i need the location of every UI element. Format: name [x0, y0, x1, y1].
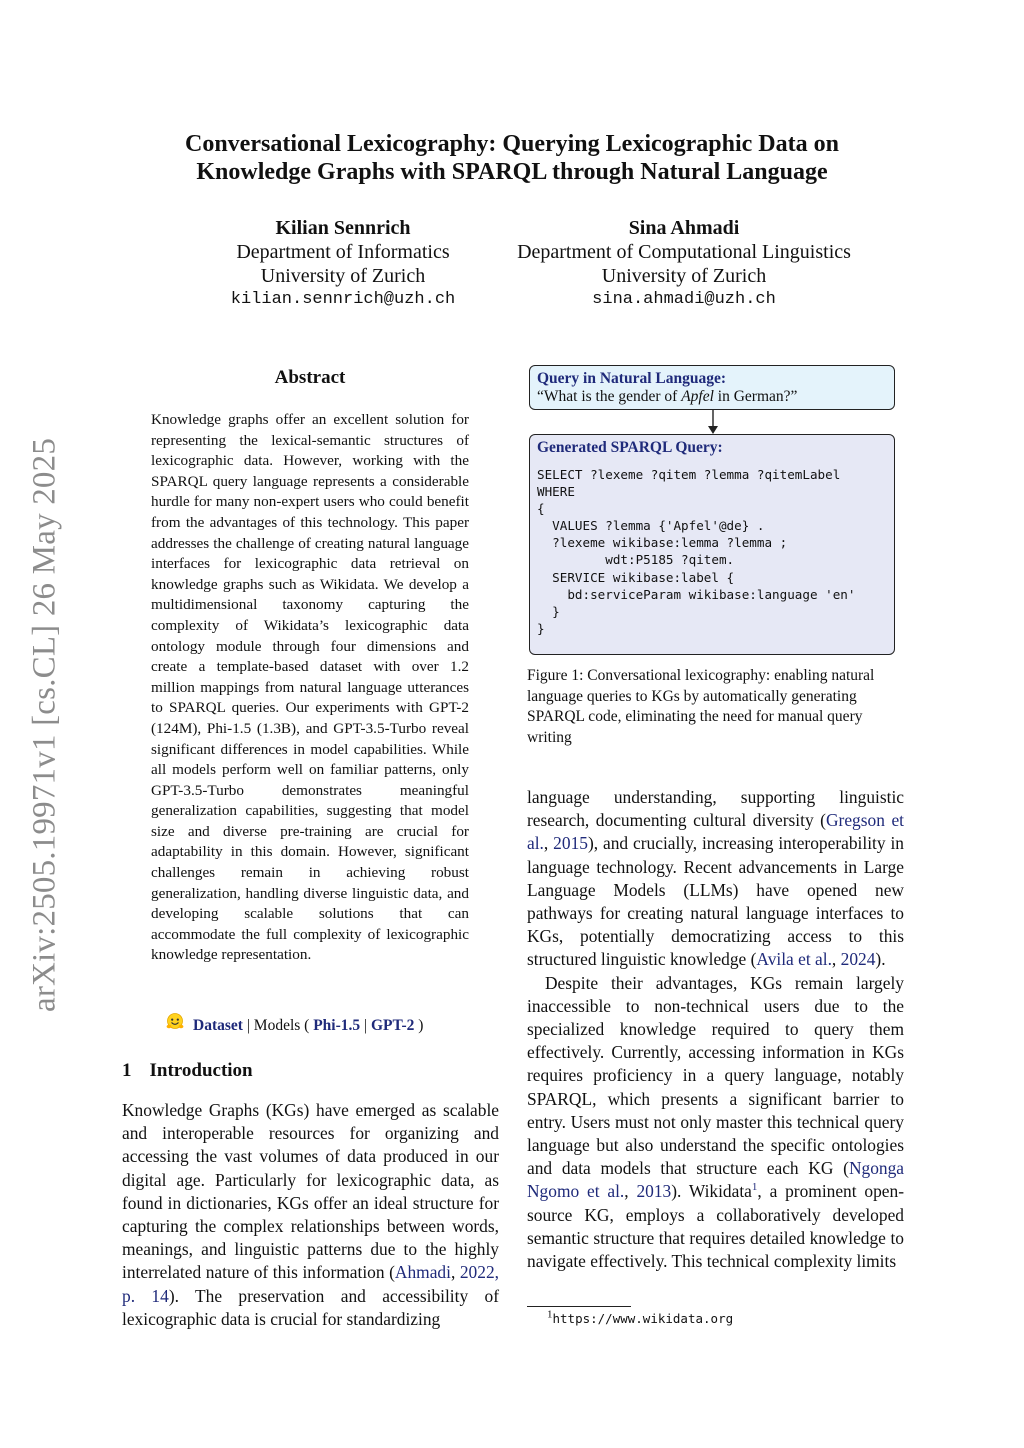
author-university: University of Zurich [260, 265, 426, 287]
phi-model-link[interactable]: Phi-1.5 [313, 1017, 361, 1034]
section-heading-introduction [122, 1060, 253, 1082]
arxiv-identifier-text: arXiv:2505.19971v1 [cs.CL] 26 May 2025 [26, 437, 63, 1013]
title-line-2: Knowledge Graphs with SPARQL through Natural Language [196, 159, 828, 185]
links-end: ) [414, 1017, 424, 1034]
abstract-text: Knowledge graphs offer an excellent solution for representing the lexical-semantic structures of lexicographic data. However, working with the SPARQL query language represents a considerable hurdle for many non-expert users who could benefit from the advantages of this technology. This paper addresses the challenge of creating natural language interfaces for lexicographic data retrieval on knowledge graphs such as Wikidata. We develop a multidimensional taxonomy capturing the complexity of Wikidata’s lexicographic data ontology module through four dimensions and create a template-based dataset with over 1.2 million mappings from natural language utterances to SPARQL queries. Our experiments with GPT-2 (124M), Phi-1.5 (1.3B), and GPT-3.5-Turbo reveal significant differences in model capabilities. While all models perform well on familiar patterns, only GPT-3.5-Turbo demonstrates meaningful generalization capabilities, suggesting that model size and diverse pre-training are crucial for adaptability in this domain. However, significant challenges remain in achieving robust generalization, handling diverse linguistic data, and developing scalable solutions that can accommodate the full complexity of lexicographic knowledge representation. [151, 411, 469, 964]
author-department: Department of Informatics [236, 241, 450, 263]
author-name: Sina Ahmadi [628, 217, 740, 239]
nl-query-label: Query in Natural Language: [537, 370, 727, 387]
author-email[interactable]: kilian.sennrich@uzh.ch [230, 290, 456, 309]
natural-language-query-box [529, 365, 895, 410]
author-name: Kilian Sennrich [275, 217, 411, 239]
citation-link[interactable]: Gregson et al. [527, 810, 904, 854]
footnote-number: 1 [547, 1308, 553, 1321]
citation-year-link[interactable]: 2013 [636, 1181, 672, 1202]
intro-paragraph-left [122, 1099, 499, 1331]
section-title: Introduction [149, 1060, 253, 1081]
intro-paragraphs-right [527, 786, 904, 1273]
citation-link[interactable]: Avila et al. [756, 949, 832, 970]
author-block-2 [494, 216, 874, 312]
title-line-1: Conversational Lexicography: Querying Lexicographic Data on [185, 131, 839, 157]
gpt2-model-link[interactable]: GPT-2 [371, 1017, 415, 1034]
dataset-link[interactable]: Dataset [193, 1017, 243, 1034]
author-university: University of Zurich [601, 265, 767, 287]
section-number: 1 [122, 1060, 132, 1081]
links-separator: | [360, 1017, 371, 1034]
citation-page: , p. 14 [122, 1262, 499, 1306]
links-separator: | Models ( [242, 1017, 314, 1034]
citation-link[interactable]: Ahmadi [394, 1262, 451, 1283]
footnote-url[interactable]: https://www.wikidata.org [552, 1311, 734, 1326]
paragraph: Despite their advantages, KGs remain largely inaccessible to non-technical users due to the specialized knowledge required to query them effectively. Currently, accessing information in KGs requires proficiency in a query language, notably SPARQL, which presents a significant barrier to entry. Users must not only master this technical query language but also understand the specific ontologies and data models that structure each KG (Ngonga Ngomo et al., 2013). Wikidata$^1$, a prominent open-source KG, employs a collaboratively developed semantic structure that requires detailed knowledge to navigate effectively. This technical complexity limits [527, 972, 904, 1272]
footnote-rule [527, 1306, 631, 1307]
figure-caption: Figure 1: Conversational lexicography: enabling natural language queries to KGs by automatically generating SPARQL code, eliminating the need for manual query writing [527, 667, 875, 746]
abstract-heading: Abstract [274, 367, 346, 388]
down-arrow-icon [703, 409, 723, 435]
sparql-query-box [529, 434, 895, 655]
citation-link[interactable]: Ngonga Ngomo et al. [527, 1158, 904, 1202]
author-department: Department of Computational Linguistics [517, 241, 851, 263]
paper-title [140, 130, 884, 186]
hugging-face-icon [165, 1012, 185, 1032]
body-text: ). The preservation and accessibility of lexicographic data is crucial for standardizing [122, 1285, 500, 1329]
citation-year-link[interactable]: 2022 [459, 1262, 495, 1283]
author-block-1 [213, 216, 473, 312]
author-email[interactable]: sina.ahmadi@uzh.ch [592, 290, 776, 309]
sparql-label: Generated SPARQL Query: [537, 439, 723, 456]
citation-year-link[interactable]: 2015 [553, 833, 588, 854]
nl-query-text: “What is the gender of Apfel in German?” [537, 388, 798, 405]
citation-sep: , [450, 1262, 460, 1283]
sparql-code: SELECT ?lexeme ?qitem ?lemma ?qitemLabel WHERE { VALUES ?lemma {'Apfel'@de} . ?lexeme wikibase:lemma ?lemma ; wdt:P5185 ?qitem. SERVICE wikibase:label { bd:serviceParam wikibase:language 'en' } } [537, 467, 856, 636]
citation-year-link[interactable]: 2024 [840, 949, 876, 970]
body-text: Knowledge Graphs (KGs) have emerged as scalable and interoperable resources for organizing and accessing the vast volumes of data produced in our digital age. Particularly for lexicographic data, as found in dictionaries, KGs offer an ideal structure for capturing the complex relationships between words, meanings, and linguistic patterns due to the highly interrelated nature of this information ( [122, 1100, 499, 1283]
footnote-marker[interactable]: 1 [751, 1181, 758, 1194]
resource-links [165, 1012, 423, 1035]
paragraph: language understanding, supporting linguistic research, documenting cultural diversity (Gregson et al., 2015), and crucially, increasing interoperability in language technology. Recent advancements in Large Language Models (LLMs) have opened new pathways for creating natural language interfaces to KGs, potentially democratizing access to this structured linguistic knowledge (Avila et al., 2024). [527, 787, 904, 970]
footnote [547, 1308, 734, 1327]
